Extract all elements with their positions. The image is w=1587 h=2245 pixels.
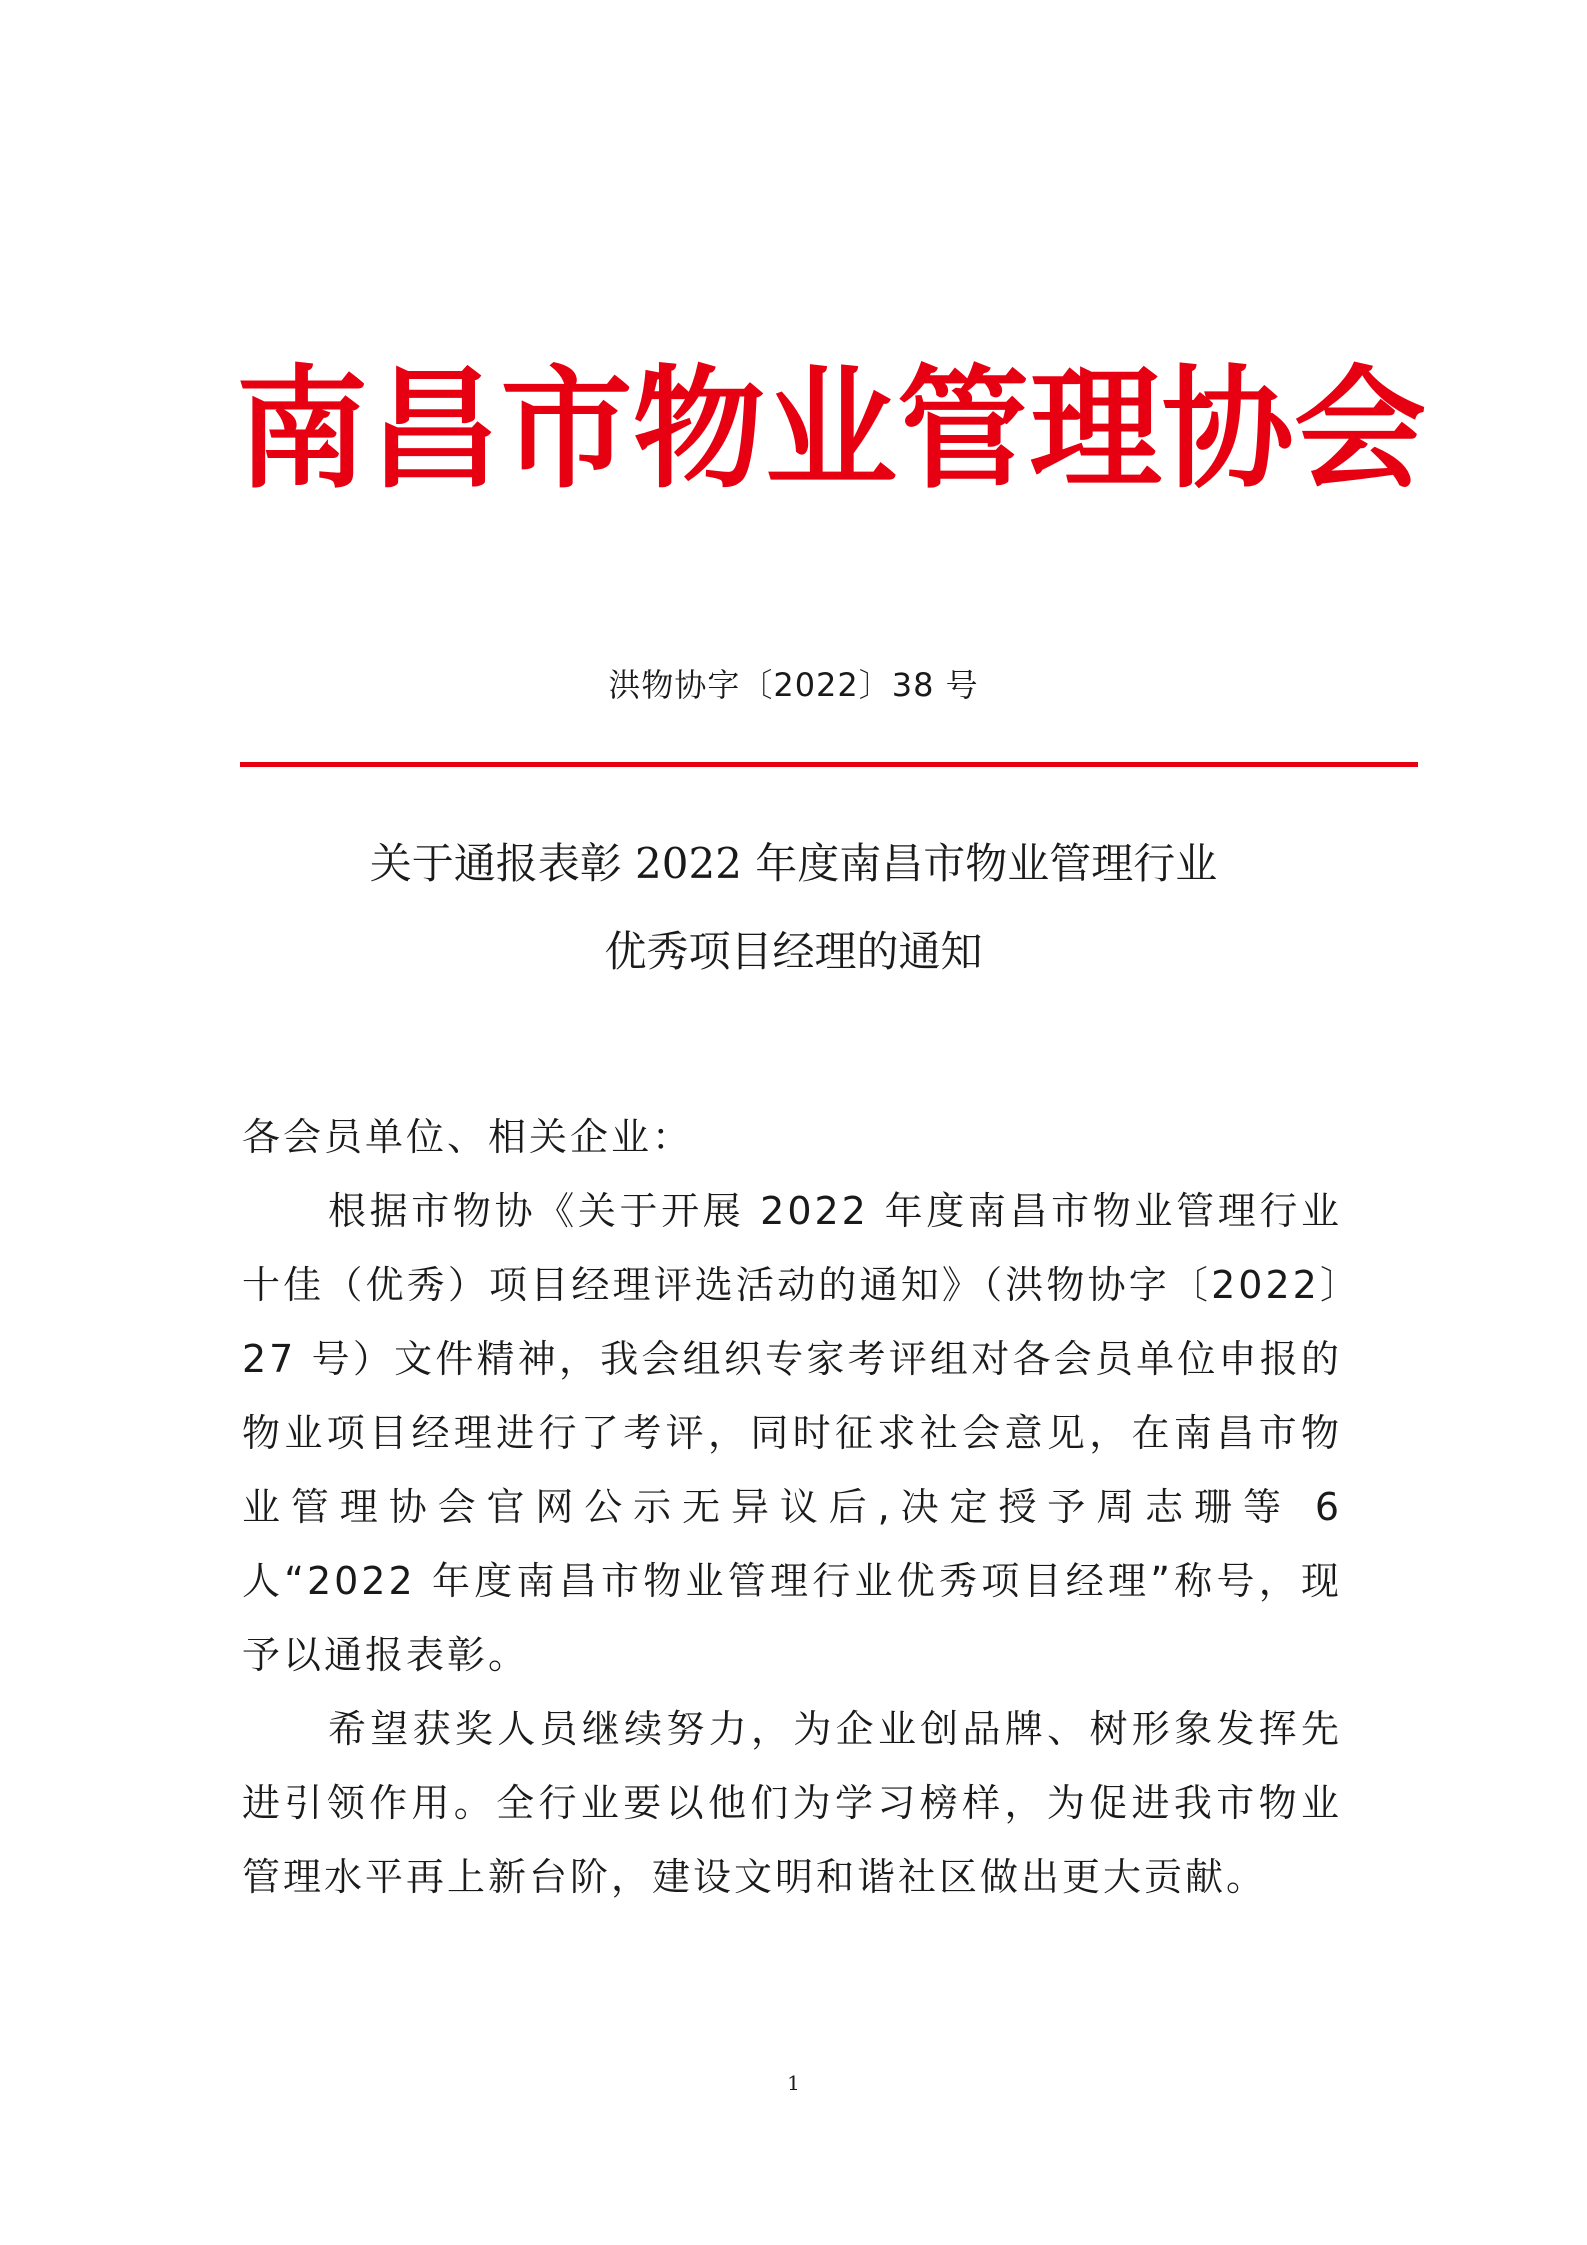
page-number: 1 (787, 2071, 800, 2095)
notice-body (242, 1100, 1342, 1914)
body-paragraph-2: 希望获奖人员继续努力，为企业创品牌、树形象发挥先进引领作用。全行业要以他们为学习榜样，为促进我市物业管理水平再上新台阶，建设文明和谐社区做出更大贡献。 (242, 1707, 1342, 1899)
document-number: 洪物协字〔2022〕38 号 (608, 666, 979, 704)
title-line-1: 关于通报表彰 2022 年度南昌市物业管理行业 (369, 839, 1218, 888)
red-divider-line (240, 762, 1418, 767)
title-line-2: 优秀项目经理的通知 (604, 927, 983, 976)
salutation: 各会员单位、相关企业： (242, 1115, 694, 1159)
body-paragraph-1: 根据市物协《关于开展 2022 年度南昌市物业管理行业十佳（优秀）项目经理评选活动的通知》（洪物协字〔2022〕27 号）文件精神，我会组织专家考评组对各会员单位申报的物业项目经理进行了考评，同时征求社会意见，在南昌市物业管理协会官网公示无异议后,决定授予周志珊等 6 人“2022 年度南昌市物业管理行业优秀项目经理”称号，现予以通报表彰。 (242, 1189, 1342, 1677)
organization-masthead: 南昌市物业管理协会 (236, 353, 1426, 507)
notice-title (0, 820, 1587, 996)
